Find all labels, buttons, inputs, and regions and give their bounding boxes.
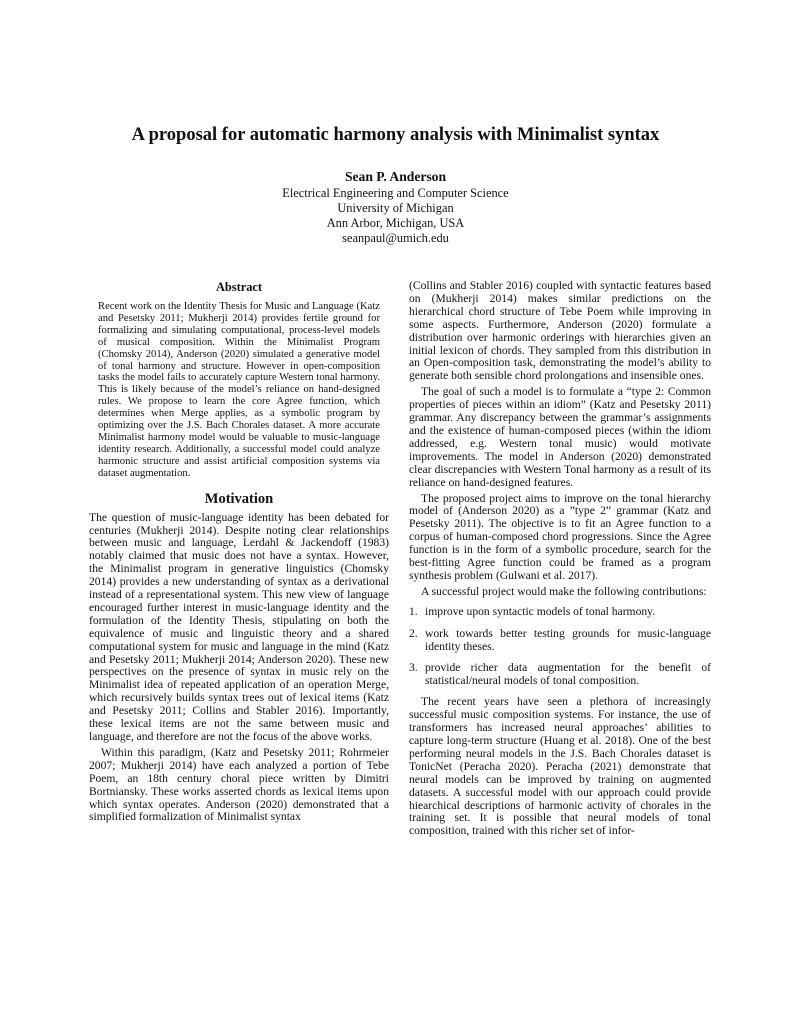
abstract-heading: Abstract xyxy=(215,280,263,294)
contribution-text: improve upon syntactic models of tonal harmony. xyxy=(425,604,656,618)
paper-title: A proposal for automatic harmony analysis with Minimalist syntax xyxy=(131,125,660,145)
right-paragraph-3: The proposed project aims to improve on the tonal hierarchy model of (Anderson 2020) as a ”type 2” grammar (Katz and Pesetsky 2011). The objective is to fit an Agree function to a corpus of human-composed chord progressions. Since the Agree function is in the form of a symbolic procedure, search for the best-fitting Agree function could be framed as a program synthesis problem (Gulwani et al. 2017). xyxy=(409,491,711,582)
right-paragraph-4: A successful project would make the following contributions: xyxy=(421,584,707,598)
contribution-number: 2. xyxy=(409,626,418,640)
affiliation-university: University of Michigan xyxy=(337,201,454,215)
right-paragraph-5: The recent years have seen a plethora of increasingly successful music composition systems. For instance, the use of transformers has increased neural approaches’ abilities to capture long-term structure (Huang et al. 2018). One of the best performing neural models in the J.S. Bach Chorales dataset is TonicNet (Peracha 2020). Peracha (2021) demonstrate that neural models can be improved by training on augmented datasets. A successful model with our approach could provide hiearchical descriptions of harmonic activity of chorales in the training set. It is possible that neural models of tonal composition, trained with this richer set of infor- xyxy=(409,695,711,838)
contribution-item xyxy=(409,662,711,688)
motivation-paragraph-1: The question of music-language identity has been debated for centuries (Mukherji 2014). Despite noting clear relationships between music and language, Lerdahl & Jackendoff (1983) notably claimed that music does not have a syntax. However, the Minimalist program in generative linguistics (Chomsky 2014) provides a new understanding of syntax as a derivational instead of a representational system. This new view of language encouraged further interest in music-language identity and the formulation of the Identity Thesis, stipulating on both the equivalence of music and linguistic theory and a shared computational system for music and language in the mind (Katz and Pesetsky 2011; Mukherji 2014; Anderson 2020). These new perspectives on the presence of syntax in music rely on the Minimalist idea of repeated application of an operation Merge, which recursively builds syntax trees out of lexical items (Katz and Pesetsky 2011; Collins and Stabler 2016). Importantly, these lexical items are not the same between music and language, and therefore are not the focus of the above works. xyxy=(89,510,389,743)
contribution-number: 1. xyxy=(409,604,418,618)
contribution-text: provide richer data augmentation for the benefit of statistical/neural models of tonal composition. xyxy=(425,661,711,688)
author-name: Sean P. Anderson xyxy=(344,169,447,184)
right-paragraph-2: The goal of such a model is to formulate a “type 2: Common properties of pieces within an idiom” (Katz and Pesetsky 2011) grammar. Any discrepancy between the grammar’s assignments and the existence of human-composed pieces (within the idiom addressed, e.g. Western tonal music) would motivate improvements. The model in Anderson (2020) demonstrated clear discrepancies with Western Tonal harmony as a result of its reliance on hand-designed features. xyxy=(409,385,711,489)
left-column xyxy=(89,280,389,824)
motivation-paragraph-2: Within this paradigm, (Katz and Pesetsky 2011; Rohrmeier 2007; Mukherji 2014) have each analyzed a portion of Tebe Poem, an 18th century choral piece written by Dimitri Bortniansky. These works asserted chords as lexical items upon which syntax operates. Anderson (2020) demonstrated that a simplified formalization of Minimalist syntax xyxy=(89,745,389,824)
motivation-heading: Motivation xyxy=(204,490,274,507)
affiliation-department: Electrical Engineering and Computer Science xyxy=(282,186,509,200)
contributions-list xyxy=(409,606,711,689)
contribution-item xyxy=(409,606,711,619)
author-block xyxy=(195,168,596,246)
right-paragraph-1: (Collins and Stabler 2016) coupled with syntactic features based on (Mukherji 2014) makes similar predictions on the hierarchical chord structure of Tebe Poem while improving in some aspects. Furthermore, Anderson (2020) formulate a distribution over harmonic orderings with hierarchies given an initial lexicon of chords. They sampled from this distribution in an Open-composition task, demonstrating the model’s ability to generate both sensible chord prolongations and insensible ones. xyxy=(409,279,711,383)
contribution-number: 3. xyxy=(409,661,418,675)
contribution-text: work towards better testing grounds for music-language identity theses. xyxy=(425,626,711,653)
right-column xyxy=(409,280,711,838)
affiliation-location: Ann Arbor, Michigan, USA xyxy=(326,216,465,230)
abstract-text: Recent work on the Identity Thesis for Music and Language (Katz and Pesetsky 2011; Mukherji 2014) provides fertile ground for formalizing and simulating computational, process-level models of musical composition. Within the Minimalist Program (Chomsky 2014), Anderson (2020) simulated a generative model of tonal harmony and structure. However in open-composition tasks the model fails to accurately capture Western tonal harmony. This is likely because of the model’s reliance on hand-designed rules. We propose to learn the core Agree function, which determines when Merge applies, as a symbolic program by optimizing over the J.S. Bach Chorales dataset. A more accurate Minimalist harmony model would be valuable to music-language identity research. Additionally, a successful model could analyze harmonic structure and assist artificial composition systems via dataset augmentation. xyxy=(98,301,380,479)
contribution-item xyxy=(409,628,711,654)
author-email: seanpaul@umich.edu xyxy=(342,231,449,245)
